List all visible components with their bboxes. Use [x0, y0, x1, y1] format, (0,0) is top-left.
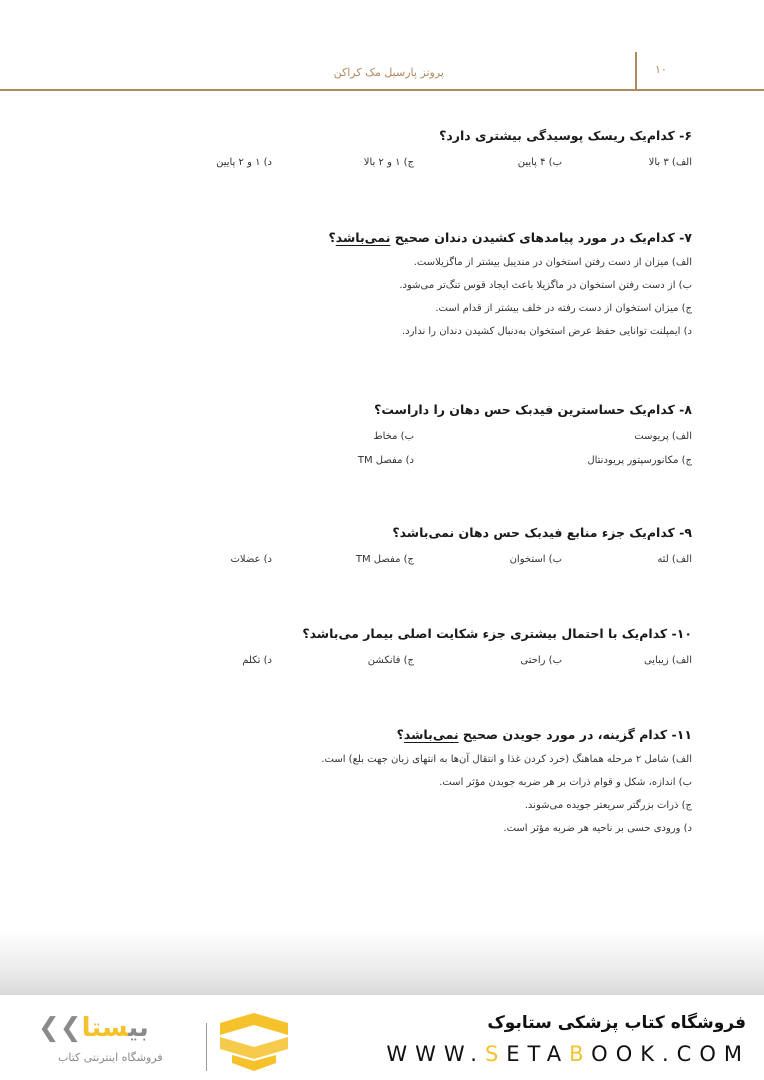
title-qmark: ؟ — [328, 230, 336, 245]
option-jim: ج) مکانورسپتور پریودنتال — [587, 455, 692, 466]
url-highlight: S — [484, 1042, 507, 1066]
option-be: ب) استخوان — [509, 554, 562, 565]
question-title — [321, 726, 692, 744]
question-title: ۶- کدام‌یک ریسک پوسیدگی بیشتری دارد؟ — [439, 128, 692, 143]
option-alef: الف) زیبایی — [643, 655, 692, 666]
setabook-logo — [38, 1013, 298, 1075]
option-dal: د) تکلم — [242, 655, 272, 666]
question-title: ۸- کدام‌یک حساسترین فیدبک حس دهان را داراست؟ — [374, 402, 692, 417]
logo-wordmark — [38, 1013, 149, 1043]
question-8 — [72, 401, 692, 473]
logo-subtitle: فروشگاه اینترنتی کتاب — [58, 1051, 163, 1064]
option-dal: د) ۱ و ۲ پایین — [216, 157, 272, 168]
title-text: ۷- کدام‌یک در مورد پیامدهای کشیدن دندان صحیح — [390, 230, 692, 245]
option-dal: د) عضلات — [230, 554, 272, 565]
url-highlight: B — [569, 1042, 592, 1066]
option-be: ب) از دست رفتن استخوان در ماگزیلا باعث ایجاد قوس تنگ‌تر می‌شود. — [399, 280, 692, 291]
options-row — [72, 548, 692, 571]
footer-shadow — [0, 930, 764, 995]
logo-word-gray: بی — [128, 1013, 149, 1043]
option-jim: ج) ۱ و ۲ بالا — [363, 157, 414, 168]
option-dal: د) ایمپلنت توانایی حفظ عرض استخوان به‌دنبال کشیدن دندان را ندارد. — [401, 326, 692, 337]
question-title — [329, 229, 693, 247]
title-emphasis: نمی‌باشد — [403, 727, 459, 742]
option-alef: الف) لثه — [657, 554, 692, 565]
option-dal: د) ورودی حسی بر ناحیه هر ضربه مؤثر است. — [503, 823, 692, 834]
question-7 — [329, 229, 693, 343]
double-chevron-icon: ❮❮ — [38, 1013, 82, 1043]
header-rule — [0, 89, 764, 91]
question-9 — [72, 524, 692, 571]
options-row — [72, 649, 692, 672]
title-emphasis: نمی‌باشد — [335, 230, 391, 245]
url-part: OOK.COM — [591, 1042, 750, 1066]
option-alef: الف) شامل ۲ مرحله هماهنگ (خرد کردن غذا و انتقال آن‌ها به انتهای زبان جهت بلع) است. — [321, 754, 692, 765]
option-alef: الف) ۳ بالا — [648, 157, 692, 168]
store-url[interactable] — [386, 1042, 750, 1066]
options-row — [72, 425, 692, 449]
store-name: فروشگاه کتاب پزشکی ستابوک — [487, 1013, 746, 1033]
option-be: ب) راحتی — [520, 655, 562, 666]
url-part: WWW. — [386, 1042, 485, 1066]
option-jim: ج) فانکشن — [367, 655, 414, 666]
question-title: ۱۰- کدام‌یک با احتمال بیشتری جزء شکایت اصلی بیمار می‌باشد؟ — [302, 626, 692, 641]
header-divider — [635, 52, 637, 90]
question-6 — [72, 127, 692, 174]
running-title: پروتز پارسیل مک کراکن — [333, 66, 444, 79]
option-jim: ج) ذرات بزرگتر سریعتر جویده می‌شوند. — [524, 800, 692, 811]
options-list — [329, 251, 693, 343]
option-alef: الف) پریوست — [634, 431, 692, 442]
question-10 — [72, 625, 692, 672]
option-be: ب) ۴ پایین — [517, 157, 562, 168]
option-jim: ج) مفصل TM — [355, 554, 414, 565]
option-alef: الف) میزان از دست رفتن استخوان در مندیبل بیشتر از ماگزیلاست. — [413, 257, 692, 268]
options-grid — [72, 425, 692, 473]
logo-word-colored: ستا — [81, 1013, 129, 1043]
options-row — [72, 449, 692, 473]
logo-separator — [206, 1023, 207, 1071]
option-be: ب) اندازه، شکل و قوام ذرات بر هر ضربه جویدن مؤثر است. — [439, 777, 692, 788]
options-list — [321, 748, 692, 840]
title-qmark: ؟ — [396, 727, 404, 742]
book-chevron-icon — [218, 1013, 290, 1071]
option-jim: ج) میزان استخوان از دست رفته در خلف بیشتر از قدام است. — [435, 303, 692, 314]
options-row — [72, 151, 692, 174]
question-11 — [321, 726, 692, 840]
title-text: ۱۱- کدام گزینه، در مورد جویدن صحیح — [458, 727, 692, 742]
option-dal: د) مفصل TM — [357, 455, 414, 466]
page-number: ۱۰ — [655, 63, 667, 76]
question-title: ۹- کدام‌یک جزء منابع فیدبک حس دهان نمی‌باشد؟ — [392, 525, 692, 540]
url-part: ETA — [506, 1042, 570, 1066]
option-be: ب) مخاط — [373, 431, 414, 442]
